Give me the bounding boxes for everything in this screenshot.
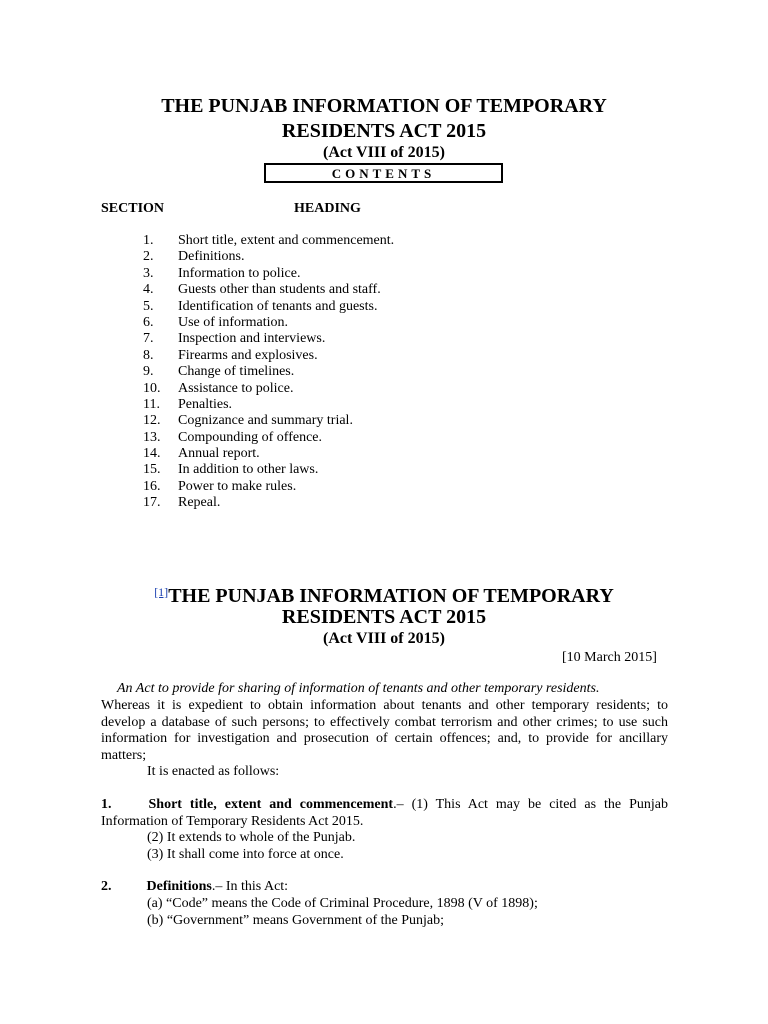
toc-item[interactable]: 12. Cognizance and summary trial. <box>143 413 353 429</box>
act-title-line1: [1]THE PUNJAB INFORMATION OF TEMPORARY <box>154 585 614 607</box>
section-1-sub-3: (3) It shall come into force at once. <box>147 847 344 862</box>
table-of-contents <box>143 233 394 512</box>
preamble: Whereas it is expedient to obtain information about tenants and other temporary residents; to develop a database of such persons; to effectively combat terrorism and other crimes; to use such information for investigation and prosecution of certain offences; and, to provide for ancillary matters; <box>101 698 668 763</box>
contents-title-line1: THE PUNJAB INFORMATION OF TEMPORARY <box>161 95 607 117</box>
contents-label-box: CONTENTS <box>264 163 503 183</box>
toc-item[interactable]: 17. Repeal. <box>143 495 221 511</box>
section-1-sub-2: (2) It extends to whole of the Punjab. <box>147 830 356 845</box>
section-2: 2. Definitions.– In this Act: <box>101 879 289 894</box>
contents-act-number: (Act VIII of 2015) <box>323 144 445 161</box>
act-number: (Act VIII of 2015) <box>323 630 445 647</box>
act-date: [10 March 2015] <box>562 650 657 665</box>
toc-item[interactable]: 11. Penalties. <box>143 396 233 412</box>
toc-item[interactable]: 8. Firearms and explosives. <box>143 347 318 363</box>
heading-column-header: HEADING <box>294 201 361 216</box>
long-title: An Act to provide for sharing of information of tenants and other temporary residents. <box>117 681 600 696</box>
toc-item[interactable]: 2. Definitions. <box>143 249 245 265</box>
definition-a: (a) “Code” means the Code of Criminal Procedure, 1898 (V of 1898); <box>147 896 538 911</box>
section-1: 1. Short title, extent and commencement.– (1) This Act may be cited as the Punjab Information of Temporary Residents Act 2015. <box>101 797 668 829</box>
toc-item[interactable]: 1. Short title, extent and commencement. <box>143 233 395 248</box>
toc-item[interactable]: 15. In addition to other laws. <box>143 462 319 478</box>
definition-b: (b) “Government” means Government of the Punjab; <box>147 913 445 928</box>
toc-item[interactable]: 5. Identification of tenants and guests. <box>143 298 378 314</box>
section-column-header: SECTION <box>101 201 165 216</box>
toc-item[interactable]: 7. Inspection and interviews. <box>143 331 326 347</box>
toc-item[interactable]: 16. Power to make rules. <box>143 478 297 494</box>
toc-item[interactable]: 3. Information to police. <box>143 265 301 281</box>
toc-item[interactable]: 9. Change of timelines. <box>143 364 295 380</box>
toc-item[interactable]: 10. Assistance to police. <box>143 380 294 396</box>
toc-item[interactable]: 13. Compounding of offence. <box>143 429 322 445</box>
toc-item[interactable]: 4. Guests other than students and staff. <box>143 282 381 298</box>
footnote-link[interactable]: [1] <box>154 585 169 599</box>
act-title-line2: RESIDENTS ACT 2015 <box>281 606 487 628</box>
toc-item[interactable]: 14. Annual report. <box>143 446 260 462</box>
enacting-clause: It is enacted as follows: <box>147 764 280 779</box>
toc-item[interactable]: 6. Use of information. <box>143 314 289 330</box>
contents-title-line2: RESIDENTS ACT 2015 <box>281 120 487 142</box>
